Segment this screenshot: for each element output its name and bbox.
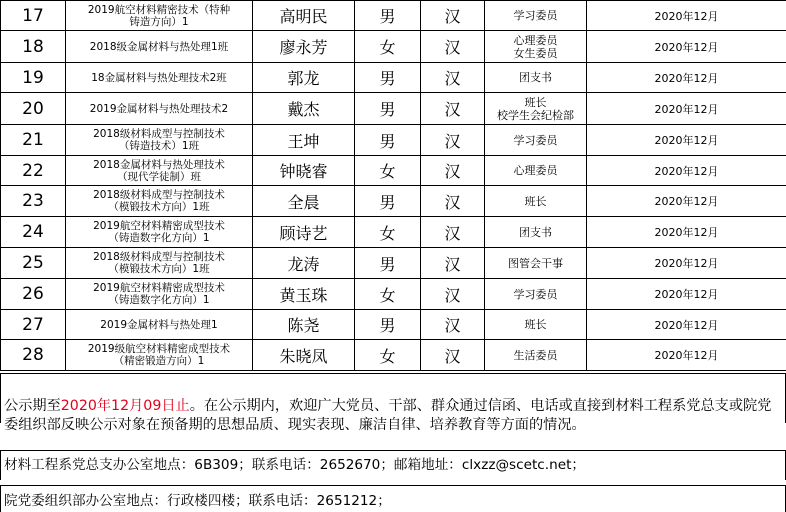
notice-text-rest: 。在公示期内，欢迎广大党员、干部、群众通过信函、电话或直接到材料工程系党总支或院党委组织部反映公示对象在预备期的思想品质、现实表现、廉洁自律、培养教育等方面的情况。 (4, 398, 772, 433)
gender: 女 (355, 156, 421, 186)
position (485, 1, 587, 31)
student-name: 全晨 (253, 186, 355, 217)
position (485, 93, 587, 125)
position-line: 心理委员 (513, 164, 558, 177)
class-name-line: （铸造技术）1班 (118, 140, 200, 152)
row-number: 28 (1, 340, 66, 371)
position-line: 团支书 (519, 225, 552, 239)
ethnicity: 汉 (421, 1, 485, 31)
probation-date: 2020年12月 (587, 217, 786, 248)
gender: 男 (355, 248, 421, 279)
position (485, 125, 587, 156)
ethnicity: 汉 (421, 93, 485, 125)
class-name (66, 63, 253, 93)
table-row (1, 186, 786, 217)
class-name-line: 2019航空材料精密技术（特种 (87, 3, 231, 16)
student-name: 朱晓凤 (253, 340, 355, 371)
gender: 男 (355, 1, 421, 31)
position (485, 340, 587, 371)
class-name (66, 186, 253, 217)
probation-date: 2020年12月 (587, 1, 786, 31)
position-line: 学习委员 (513, 9, 558, 22)
position (485, 217, 587, 248)
notice-text-start: 公示期至 (4, 398, 61, 414)
table-row (1, 248, 786, 279)
row-number: 25 (1, 248, 66, 279)
position (485, 156, 587, 186)
gender: 女 (355, 217, 421, 248)
student-name: 顾诗艺 (253, 217, 355, 248)
student-name: 高明民 (253, 1, 355, 31)
position (485, 248, 587, 279)
table-row (1, 93, 786, 125)
gender: 女 (355, 279, 421, 310)
department-contact-line: 材料工程系党总支办公室地点：6B309；联系电话：2652670；邮箱地址：clxzz@scetc.net； (0, 450, 786, 480)
ethnicity: 汉 (421, 63, 485, 93)
ethnicity: 汉 (421, 125, 485, 156)
student-name: 陈尧 (253, 310, 355, 340)
row-number: 24 (1, 217, 66, 248)
class-name-line: 2019金属材料与热处理技术2 (89, 102, 229, 115)
class-name-line: （精密锻造方向）1 (113, 355, 205, 367)
student-name: 王坤 (253, 125, 355, 156)
table-row (1, 279, 786, 310)
class-name-line: 铸造方向）1 (129, 15, 189, 28)
table-row (1, 1, 786, 31)
class-name-line: （模锻技术方向）1班 (108, 263, 210, 275)
probation-date: 2020年12月 (587, 279, 786, 310)
position-line: 校学生会纪检部 (497, 108, 574, 122)
table-row (1, 125, 786, 156)
row-number: 19 (1, 63, 66, 93)
probation-date: 2020年12月 (587, 125, 786, 156)
class-name (66, 217, 253, 248)
student-name: 戴杰 (253, 93, 355, 125)
row-number: 18 (1, 31, 66, 63)
class-name-line: 2018级材料成型与控制技术 (93, 128, 225, 140)
position-line: 班长 (524, 95, 547, 109)
probation-date: 2020年12月 (587, 63, 786, 93)
probation-date: 2020年12月 (587, 93, 786, 125)
class-name-line: 2019航空材料精密成型技术 (93, 282, 225, 294)
class-name-line: （铸造数字化方向）1 (108, 232, 210, 244)
class-name (66, 31, 253, 63)
row-number: 21 (1, 125, 66, 156)
student-name: 黄玉珠 (253, 279, 355, 310)
position-line: 生活委员 (513, 348, 558, 362)
position-line: 图管会干事 (508, 256, 563, 270)
position (485, 310, 587, 340)
class-name (66, 1, 253, 31)
probation-date: 2020年12月 (587, 156, 786, 186)
ethnicity: 汉 (421, 279, 485, 310)
student-name: 廖永芳 (253, 31, 355, 63)
gender: 男 (355, 125, 421, 156)
ethnicity: 汉 (421, 156, 485, 186)
ethnicity: 汉 (421, 186, 485, 217)
table-row (1, 31, 786, 63)
row-number: 26 (1, 279, 66, 310)
row-number: 22 (1, 156, 66, 186)
class-name-line: 2019航空材料精密成型技术 (93, 220, 225, 232)
class-name (66, 248, 253, 279)
class-name-line: 2019级航空材料精密成型技术 (87, 343, 231, 355)
ethnicity: 汉 (421, 310, 485, 340)
class-name-line: 2019金属材料与热处理1 (100, 318, 218, 331)
row-number: 23 (1, 186, 66, 217)
table-row (1, 217, 786, 248)
probation-date: 2020年12月 (587, 310, 786, 340)
class-name (66, 93, 253, 125)
class-name-line: （模锻技术方向）1班 (108, 201, 210, 213)
class-name (66, 340, 253, 371)
gender: 女 (355, 31, 421, 63)
class-name-line: （现代学徒制）班 (117, 170, 201, 183)
notice-deadline: 2020年12月09日止 (60, 398, 190, 414)
class-name-line: 2018金属材料与热处理技术 (93, 158, 225, 171)
row-number: 20 (1, 93, 66, 125)
probation-date: 2020年12月 (587, 186, 786, 217)
position-line: 女生委员 (513, 46, 558, 60)
probation-date: 2020年12月 (587, 340, 786, 371)
notice-period-paragraph (0, 373, 786, 433)
table-row (1, 63, 786, 93)
gender: 男 (355, 186, 421, 217)
ethnicity: 汉 (421, 217, 485, 248)
ethnicity: 汉 (421, 340, 485, 371)
position-line: 班长 (524, 194, 547, 208)
row-number: 27 (1, 310, 66, 340)
position (485, 63, 587, 93)
table-row (1, 310, 786, 340)
student-name: 钟晓睿 (253, 156, 355, 186)
row-number: 17 (1, 1, 66, 31)
student-name: 龙涛 (253, 248, 355, 279)
position (485, 279, 587, 310)
position (485, 186, 587, 217)
position-line: 心理委员 (513, 33, 558, 47)
ethnicity: 汉 (421, 248, 485, 279)
table-row (1, 340, 786, 371)
student-name: 郭龙 (253, 63, 355, 93)
ethnicity: 汉 (421, 31, 485, 63)
class-name-line: （铸造数字化方向）1 (108, 294, 210, 306)
class-name-line: 2018级金属材料与热处理1班 (89, 40, 229, 53)
gender: 男 (355, 310, 421, 340)
position-line: 团支书 (519, 71, 552, 84)
class-name (66, 279, 253, 310)
position-line: 学习委员 (513, 287, 558, 301)
class-name (66, 156, 253, 186)
class-name (66, 125, 253, 156)
position (485, 31, 587, 63)
member-table-body (1, 1, 786, 371)
position-line: 班长 (524, 318, 547, 331)
position-line: 学习委员 (513, 133, 558, 147)
class-name-line: 2018级材料成型与控制技术 (93, 189, 225, 201)
probation-date: 2020年12月 (587, 248, 786, 279)
probation-date: 2020年12月 (587, 31, 786, 63)
class-name-line: 2018级材料成型与控制技术 (93, 251, 225, 263)
class-name (66, 310, 253, 340)
table-row (1, 156, 786, 186)
party-office-contact-line: 院党委组织部办公室地点：行政楼四楼；联系电话：2651212； (0, 485, 786, 512)
class-name-line: 18金属材料与热处理技术2班 (91, 71, 227, 84)
gender: 男 (355, 63, 421, 93)
gender: 男 (355, 93, 421, 125)
gender: 女 (355, 340, 421, 371)
